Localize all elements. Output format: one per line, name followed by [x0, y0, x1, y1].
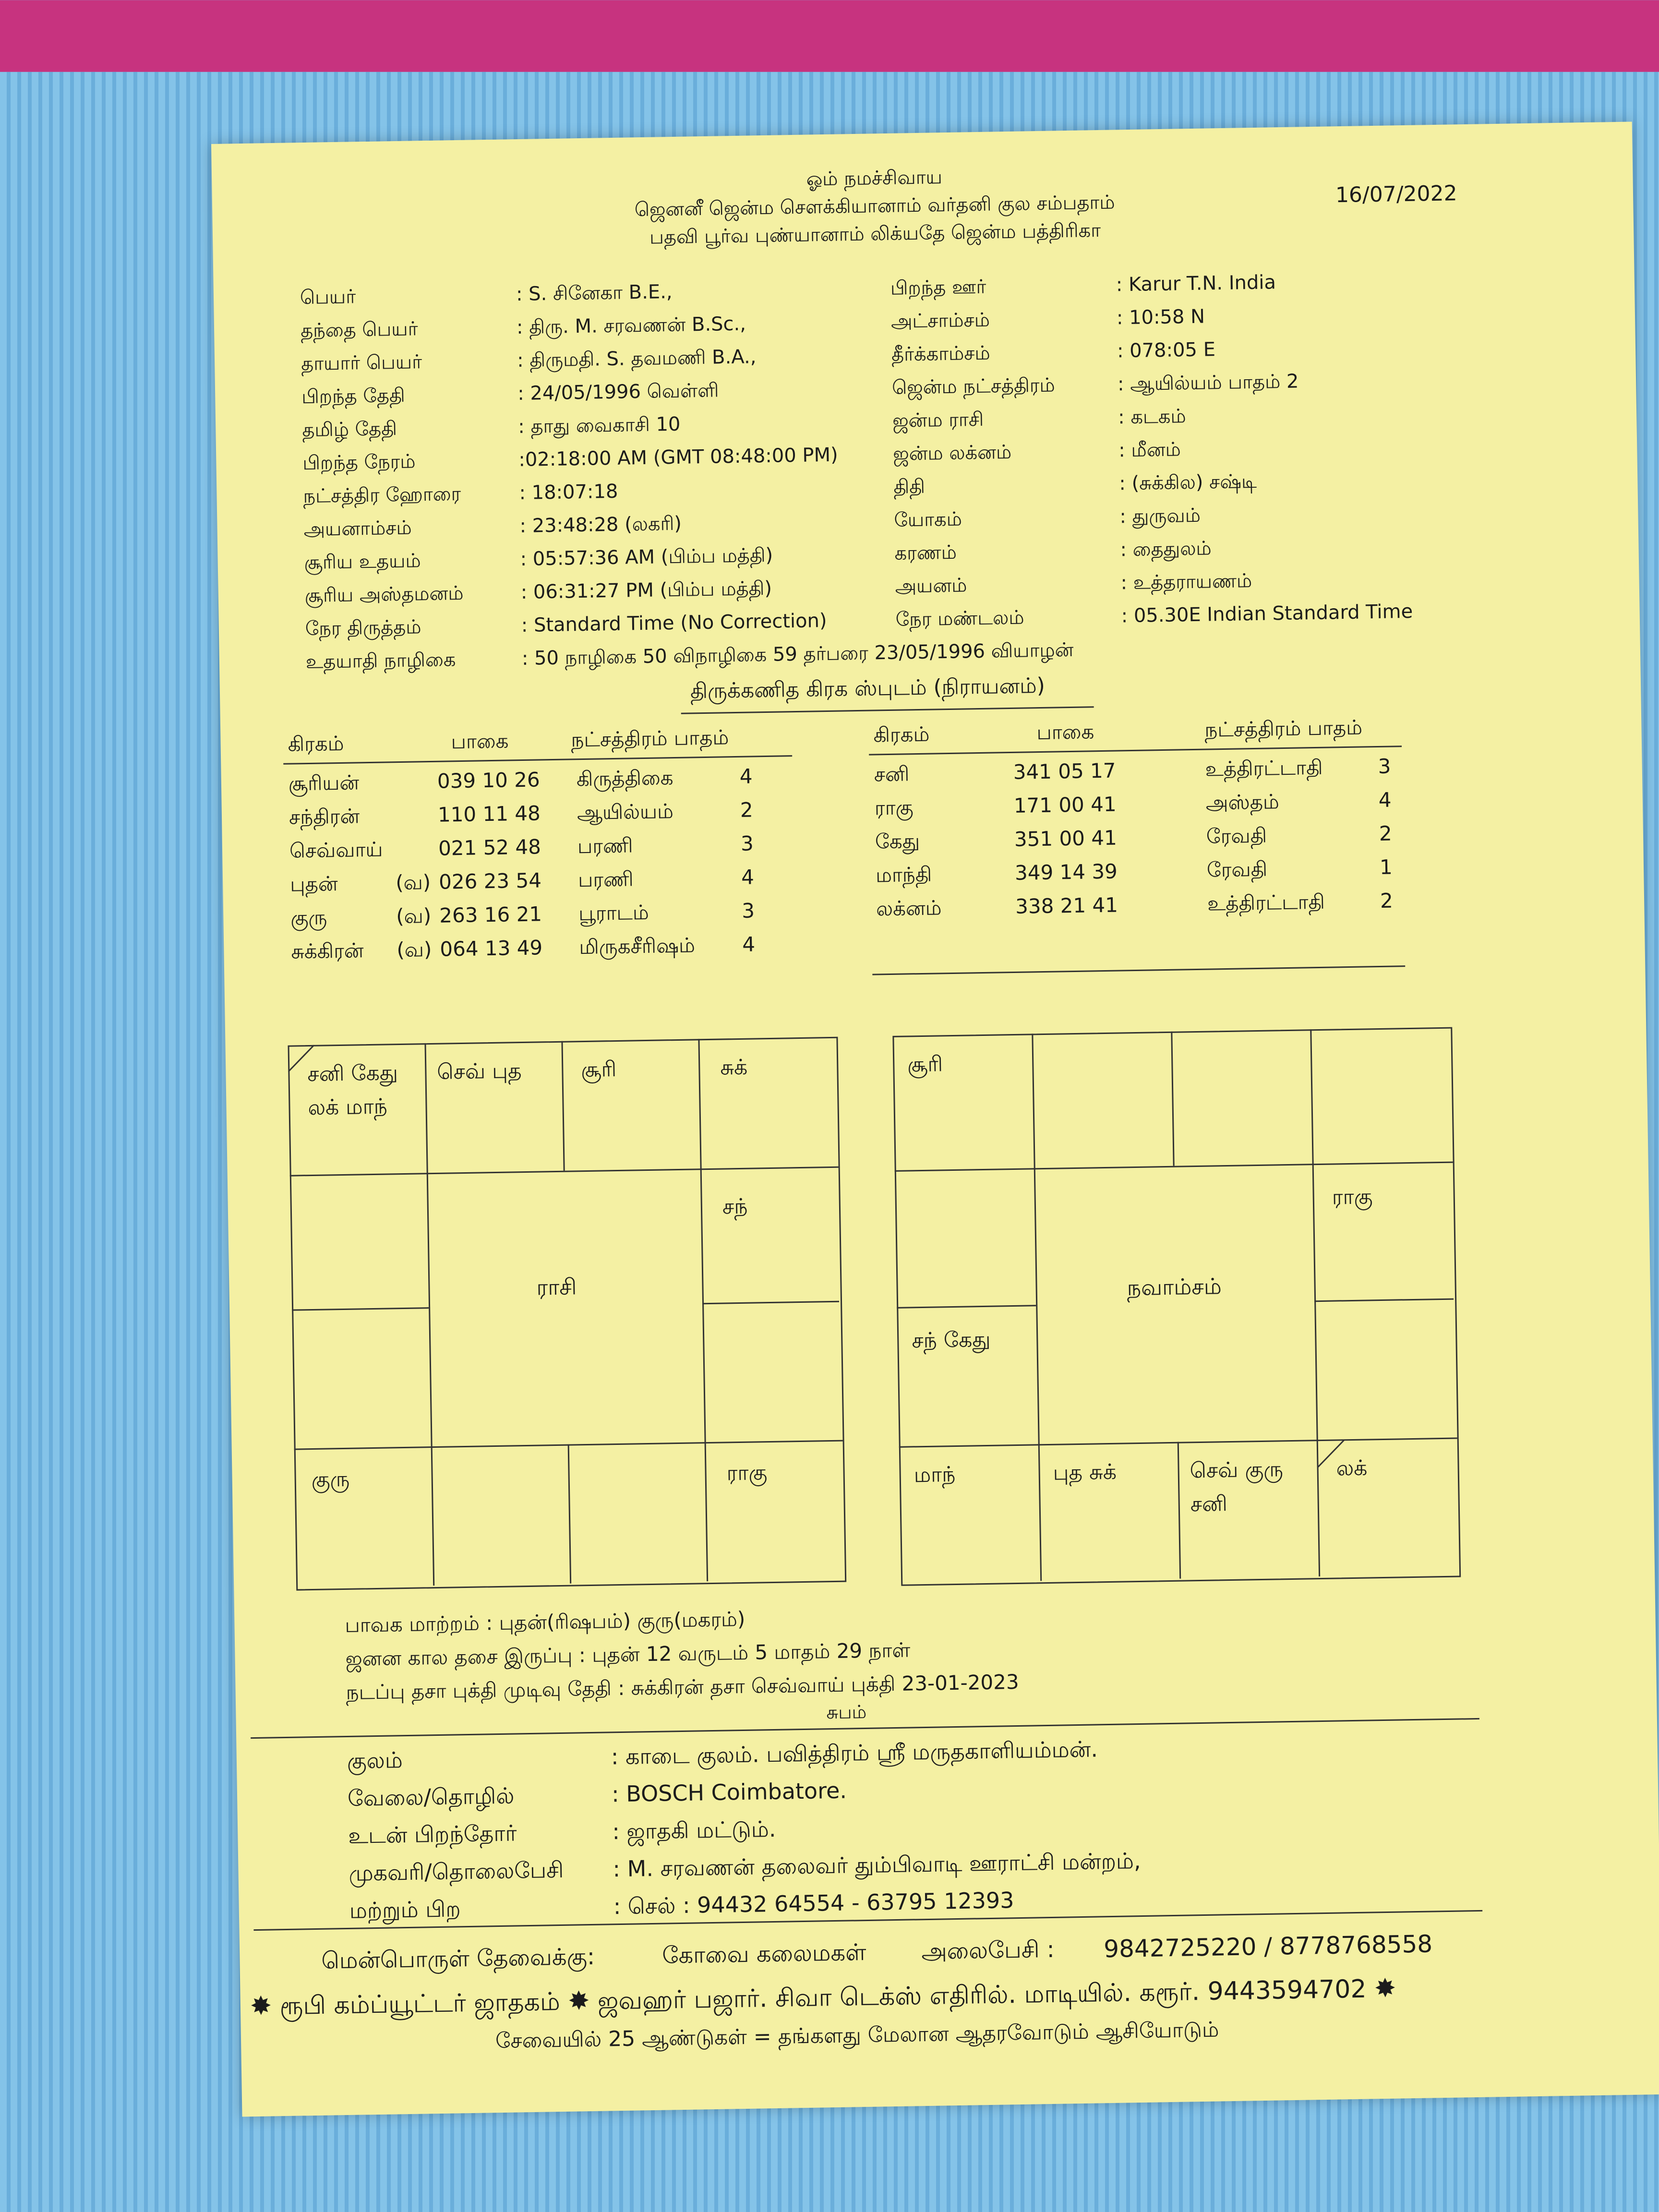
header-date: 16/07/2022 [1335, 181, 1457, 208]
navamsa-virgo: லக் [1336, 1455, 1368, 1481]
detail-value: : 06:31:27 PM (பிம்ப மத்தி) [520, 577, 772, 603]
right-table-bottom-rule [872, 965, 1405, 975]
family-label: முகவரி/தொலைபேசி [349, 1856, 564, 1886]
detail-value: :02:18:00 AM (GMT 08:48:00 PM) [518, 444, 838, 471]
detail-label: தமிழ் தேதி [302, 417, 397, 442]
left-header-planet: கிரகம் [288, 731, 344, 756]
planet-deg: 039 10 26 [437, 768, 541, 793]
rasi-center-label: ராசி [536, 1274, 577, 1300]
shop-address: ஜவஹர் பஜார். சிவா டெக்ஸ் எதிரில். மாடியில். கரூர். 9443594702 [597, 1974, 1367, 2016]
detail-value: : தாது வைகாசி 10 [517, 413, 681, 438]
detail-label: அட்சாம்சம் [890, 309, 990, 333]
planet-deg: 171 00 41 [1013, 792, 1117, 817]
planet-pada: 4 [1378, 788, 1392, 812]
navamsa-pisces: சூரி [907, 1052, 943, 1077]
navamsa-libra-line-1: செவ் குரு [1190, 1457, 1284, 1483]
family-value: : காடை குலம். பவித்திரம் ஸ்ரீ மருதகாளியம்மன். [611, 1736, 1098, 1770]
detail-label: உதயாதி நாழிகை [305, 649, 456, 673]
family-value: : M. சரவணன் தலைவர் தும்பிவாடி ஊராட்சி மன்றம், [613, 1848, 1141, 1882]
planet-planet: மாந்தி [875, 862, 932, 887]
planet-pada: 3 [740, 831, 754, 855]
current-dasa-bhukti: நடப்பு தசா புக்தி முடிவு தேதி : சுக்கிரன் தசா செவ்வாய் புக்தி 23-01-2023 [346, 1670, 1019, 1704]
planet-star: கிருத்திகை [576, 766, 673, 791]
planet-deg: 349 14 39 [1014, 859, 1118, 885]
detail-label: யோகம் [894, 508, 962, 531]
right-header-planet: கிரகம் [873, 722, 930, 747]
planet-pada: 4 [739, 764, 753, 788]
bhavaka-change: பாவக மாற்றம் : புதன்(ரிஷபம்) குரு(மகரம்) [345, 1607, 745, 1637]
rasi-gemini: சுக் [720, 1055, 748, 1080]
detail-label: பிறந்த ஊர் [890, 276, 986, 300]
detail-value: : Standard Time (No Correction) [521, 609, 827, 637]
navamsa-scorpio: புத சுக் [1053, 1459, 1117, 1485]
navamsa-cancer: ராகு [1332, 1184, 1373, 1210]
navamsa-capricorn: சந் கேது [911, 1327, 991, 1353]
subham-label: சுபம் [826, 1701, 867, 1723]
star-icon: ✸ [567, 1985, 590, 2016]
planet-star: பூராடம் [578, 900, 649, 926]
planet-deg: 064 13 49 [440, 936, 543, 961]
left-header-star: நட்சத்திரம் பாதம் [571, 725, 729, 752]
planet-planet: சந்திரன் [289, 804, 360, 829]
family-label: உடன் பிறந்தோர் [348, 1820, 517, 1849]
planet-star: உத்திரட்டாதி [1205, 755, 1323, 781]
detail-label: சூரிய உதயம் [304, 550, 421, 574]
detail-value: : 05:57:36 AM (பிம்ப மத்தி) [520, 544, 773, 570]
detail-label: திதி [893, 475, 926, 498]
detail-label: ஜென்ம நட்சத்திரம் [891, 374, 1055, 399]
software-label: மென்பொருள் தேவைக்கு: [321, 1943, 595, 1974]
planet-pada: 3 [1378, 754, 1391, 778]
detail-label: பிறந்த தேதி [301, 384, 406, 409]
detail-label: நேர மண்டலம் [895, 606, 1024, 631]
planet-deg: 110 11 48 [437, 801, 541, 827]
detail-value: : துருவம் [1119, 504, 1201, 528]
detail-value: : (சுக்கில) சஷ்டி [1118, 470, 1257, 495]
planet-planet: சனி [874, 762, 910, 786]
star-icon: ✸ [250, 1990, 272, 2021]
detail-label: தந்தை பெயர் [300, 318, 418, 342]
planet-pada: 4 [741, 865, 755, 889]
planet-deg: 026 23 54 [438, 868, 542, 894]
detail-label: சூரிய அஸ்தமனம் [304, 582, 464, 607]
planet-star: அஸ்தம் [1205, 790, 1280, 815]
family-value: : BOSCH Coimbatore. [611, 1777, 847, 1807]
planet-planet: லக்னம் [876, 896, 942, 921]
detail-value: : S. சினேகா B.E., [516, 280, 673, 306]
shop-line [250, 1973, 1396, 2024]
detail-label: நட்சத்திர ஹோரை [303, 482, 461, 508]
rasi-cancer: சந் [722, 1194, 748, 1219]
detail-value: : தைதுலம் [1120, 537, 1212, 561]
planet-star: ரேவதி [1206, 857, 1268, 882]
detail-value: : Karur T.N. India [1116, 271, 1276, 296]
detail-value: : ஆயில்யம் பாதம் 2 [1117, 370, 1299, 396]
rasi-virgo: ராகு [726, 1460, 768, 1486]
planet-retro: (வ) [395, 870, 431, 895]
planet-star: ஆயில்யம் [577, 799, 674, 825]
detail-value: : உத்தராயணம் [1120, 570, 1252, 594]
planet-planet: ராகு [874, 795, 914, 820]
planet-star: பரணி [577, 867, 634, 892]
planet-pada: 2 [1380, 889, 1394, 913]
family-value: : ஜாதகி மட்டும். [612, 1815, 776, 1845]
horoscope-sheet [211, 122, 1659, 2117]
family-label: குலம் [347, 1747, 403, 1774]
planet-retro: (வ) [396, 904, 432, 928]
family-value: : செல் : 94432 64554 - 63795 12393 [613, 1887, 1014, 1920]
left-header-rule [283, 755, 792, 765]
rasi-pisces-line-2: லக் மாந் [308, 1094, 388, 1120]
rasi-aries: செவ் புத [437, 1058, 522, 1084]
detail-value: : 23:48:28 (லகரி) [519, 512, 682, 538]
planet-star: உத்திரட்டாதி [1207, 890, 1325, 915]
shop-name: ரூபி கம்ப்யூட்டர் ஜாதகம் [279, 1987, 561, 2021]
family-label: வேலை/தொழில் [347, 1782, 515, 1811]
planet-deg: 338 21 41 [1015, 893, 1118, 918]
detail-value: : திரு. M. சரவணன் B.Sc., [516, 313, 746, 339]
phone-numbers: 9842725220 / 8778768558 [1103, 1930, 1433, 1963]
planet-deg: 263 16 21 [439, 902, 542, 927]
planet-planet: சூரியன் [288, 770, 360, 795]
detail-value: : 078:05 E [1117, 338, 1216, 362]
left-header-degree: பாகை [451, 729, 509, 754]
planet-planet: குரு [290, 905, 327, 930]
detail-label: கரணம் [894, 541, 957, 565]
detail-value: : மீனம் [1118, 438, 1181, 462]
navamsa-sagittarius: மாந் [914, 1462, 956, 1488]
planet-star: மிருகசீரிஷம் [578, 933, 696, 959]
header-line-1: ஓம் நமச்சிவாய [806, 166, 943, 191]
detail-value: : 50 நாழிகை 50 விநாழிகை 59 தர்பரை 23/05/1996 வியாழன் [521, 638, 1074, 670]
title-rule [681, 706, 1094, 714]
planet-star: ரேவதி [1206, 823, 1267, 848]
navamsa-libra-line-2: சனி [1190, 1491, 1228, 1517]
planet-planet: செவ்வாய் [289, 837, 383, 863]
detail-value: : திருமதி. S. தவமணி B.A., [517, 346, 757, 372]
rasi-taurus: சூரி [580, 1057, 617, 1082]
detail-label: தீர்க்காம்சம் [891, 342, 990, 366]
right-header-star: நட்சத்திரம் பாதம் [1204, 715, 1363, 742]
planet-pada: 2 [740, 798, 754, 822]
rasi-pisces-line-1: சனி கேது [307, 1060, 398, 1087]
planet-planet: புதன் [289, 872, 338, 896]
detail-label: ஜன்ம லக்னம் [892, 441, 1012, 465]
right-header-rule [869, 745, 1402, 755]
detail-label: பிறந்த நேரம் [302, 450, 416, 475]
detail-value: : 18:07:18 [519, 480, 618, 505]
planet-deg: 021 52 48 [438, 835, 541, 860]
planet-retro: (வ) [397, 937, 432, 962]
detail-value: : 10:58 N [1116, 305, 1205, 329]
planet-planet: சுக்கிரன் [291, 938, 364, 963]
navamsa-center-label: நவாம்சம் [1127, 1273, 1222, 1301]
planet-star: பரணி [577, 833, 633, 858]
tagline: சேவையில் 25 ஆண்டுகள் = தங்களது மேலான ஆதரவோடும் ஆசியோடும் [495, 2017, 1219, 2054]
detail-value: : 24/05/1996 வெள்ளி [517, 379, 719, 405]
detail-label: அயனாம்சம் [303, 517, 412, 541]
detail-value: : 05.30E Indian Standard Time [1121, 600, 1413, 627]
planet-planet: கேது [875, 829, 920, 854]
planet-pada: 2 [1379, 821, 1392, 845]
family-label: மற்றும் பிற [349, 1896, 461, 1923]
header-line-2: ஜெனனீ ஜென்ம சௌக்கியானாம் வர்தனி குல சம்பதாம் [634, 191, 1115, 221]
planet-deg: 351 00 41 [1014, 826, 1118, 851]
software-vendor: கோவை கலைமகள் [661, 1939, 866, 1969]
detail-label: அயனம் [895, 574, 967, 598]
planet-table-title: திருக்கணித கிரக ஸ்புடம் (நிராயனம்) [690, 673, 1046, 704]
star-icon: ✸ [1374, 1972, 1396, 2004]
planet-pada: 1 [1379, 855, 1393, 879]
header-line-3: பதவி பூர்வ புண்யானாம் லிக்யதே ஜென்ம பத்திரிகா [649, 219, 1101, 249]
rasi-sagittarius: குரு [311, 1467, 350, 1492]
planet-pada: 3 [741, 899, 755, 923]
phone-label: அலைபேசி : [921, 1936, 1055, 1965]
detail-label: பெயர் [300, 286, 356, 309]
detail-label: நேர திருத்தம் [305, 616, 421, 640]
detail-value: : கடகம் [1118, 405, 1186, 429]
planet-pada: 4 [742, 932, 756, 956]
birth-dasa-balance: ஜனன கால தசை இருப்பு : புதன் 12 வருடம் 5 மாதம் 29 நாள் [345, 1638, 911, 1671]
right-header-degree: பாகை [1036, 720, 1094, 745]
detail-label: தாயார் பெயர் [301, 351, 422, 375]
detail-label: ஜன்ம ராசி [892, 408, 984, 432]
planet-deg: 341 05 17 [1013, 758, 1116, 784]
